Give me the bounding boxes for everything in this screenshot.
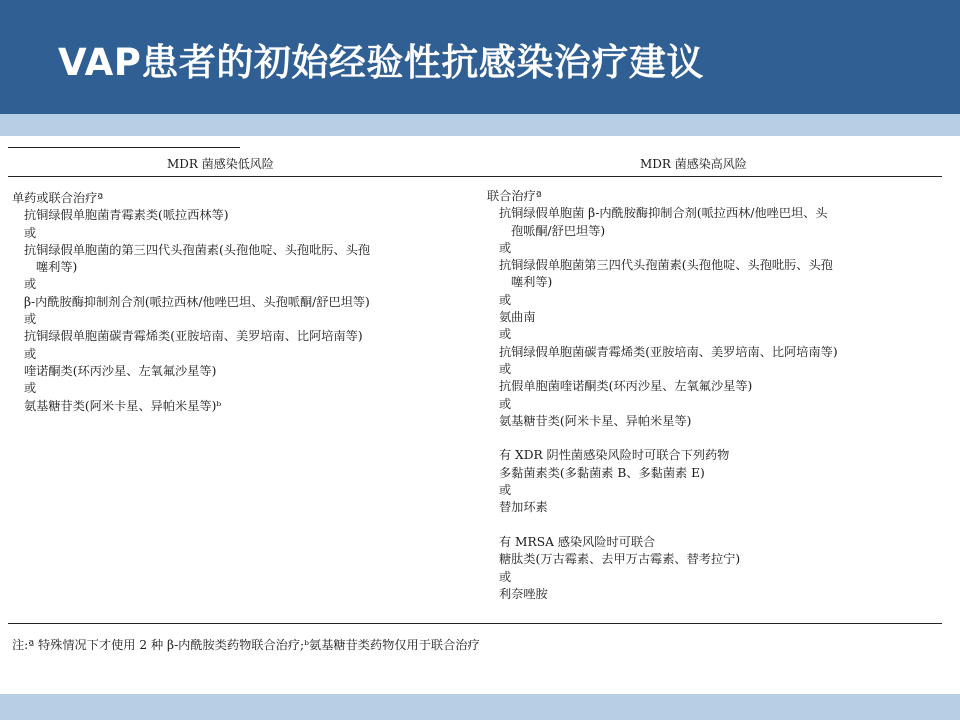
- high-risk-line: 联合治疗ª: [487, 189, 542, 203]
- low-risk-line: 或: [24, 277, 37, 292]
- low-risk-line: 氨基糖苷类(阿米卡星、异帕米星等)ᵇ: [24, 398, 222, 413]
- high-risk-line: 噻利等): [511, 275, 553, 290]
- high-risk-line: 利奈唑胺: [499, 586, 548, 601]
- high-risk-line: [487, 517, 947, 534]
- table-bottom-rule: [8, 623, 942, 624]
- accent-band-bottom: [0, 694, 960, 720]
- high-risk-column: [487, 188, 947, 603]
- low-risk-line: β-内酰胺酶抑制剂合剂(哌拉西林/他唑巴坦、头孢哌酮/舒巴坦等): [24, 294, 370, 309]
- slide-title: VAP患者的初始经验性抗感染治疗建议: [58, 41, 704, 84]
- high-risk-line: 或: [499, 327, 512, 342]
- low-risk-column: [12, 190, 472, 415]
- low-risk-header: MDR 菌感染低风险: [167, 157, 274, 171]
- low-risk-line: 抗铜绿假单胞菌碳青霉烯类(亚胺培南、美罗培南、比阿培南等): [24, 329, 363, 344]
- high-risk-line: 氨基糖苷类(阿米卡星、异帕米星等): [499, 413, 692, 428]
- high-risk-line: 氨曲南: [499, 310, 536, 325]
- accent-band-top: [0, 114, 960, 136]
- table-header-rule: [8, 176, 942, 177]
- high-risk-line: 抗铜绿假单胞菌碳青霉烯类(亚胺培南、美罗培南、比阿培南等): [499, 344, 838, 359]
- high-risk-line: [487, 430, 947, 447]
- low-risk-line: 抗铜绿假单胞菌青霉素类(哌拉西林等): [24, 208, 229, 223]
- low-risk-line: 噻利等): [36, 260, 78, 275]
- high-risk-line: 抗铜绿假单胞菌 β-内酰胺酶抑制合剂(哌拉西林/他唑巴坦、头: [499, 206, 828, 221]
- low-risk-line: 抗铜绿假单胞菌的第三四代头孢菌素(头孢他啶、头孢吡肟、头孢: [24, 242, 371, 257]
- high-risk-line: 抗铜绿假单胞菌第三四代头孢菌素(头孢他啶、头孢吡肟、头孢: [499, 258, 833, 273]
- low-risk-line: 喹诺酮类(环丙沙星、左氧氟沙星等): [24, 363, 217, 378]
- high-risk-line: 或: [499, 292, 512, 307]
- high-risk-line: 孢哌酮/舒巴坦等): [511, 223, 606, 238]
- high-risk-line: 或: [499, 396, 512, 411]
- high-risk-line: 或: [499, 483, 512, 498]
- high-risk-line: 有 MRSA 感染风险时可联合: [499, 534, 656, 549]
- low-risk-line: 或: [24, 312, 37, 327]
- low-risk-line: 或: [24, 225, 37, 240]
- high-risk-line: 多黏菌素类(多黏菌素 B、多黏菌素 E): [499, 465, 705, 480]
- high-risk-line: 或: [499, 240, 512, 255]
- title-bar: [0, 0, 960, 114]
- low-risk-line: 或: [24, 381, 37, 396]
- high-risk-line: 替加环素: [499, 500, 548, 515]
- high-risk-line: 或: [499, 361, 512, 376]
- high-risk-line: 或: [499, 569, 512, 584]
- high-risk-line: 糖肽类(万古霉素、去甲万古霉素、替考拉宁): [499, 552, 741, 567]
- low-risk-line: 单药或联合治疗ª: [12, 191, 104, 205]
- table-footnote: 注:ª 特殊情况下才使用 2 种 β-内酰胺类药物联合治疗;ᵇ氨基糖苷类药物仅用于联合治疗: [12, 638, 480, 652]
- high-risk-line: 抗假单胞菌喹诺酮类(环丙沙星、左氧氟沙星等): [499, 379, 753, 394]
- low-risk-line: 或: [24, 346, 37, 361]
- high-risk-header: MDR 菌感染高风险: [640, 157, 747, 171]
- high-risk-line: 有 XDR 阴性菌感染风险时可联合下列药物: [499, 448, 730, 463]
- table-top-rule: [8, 147, 240, 148]
